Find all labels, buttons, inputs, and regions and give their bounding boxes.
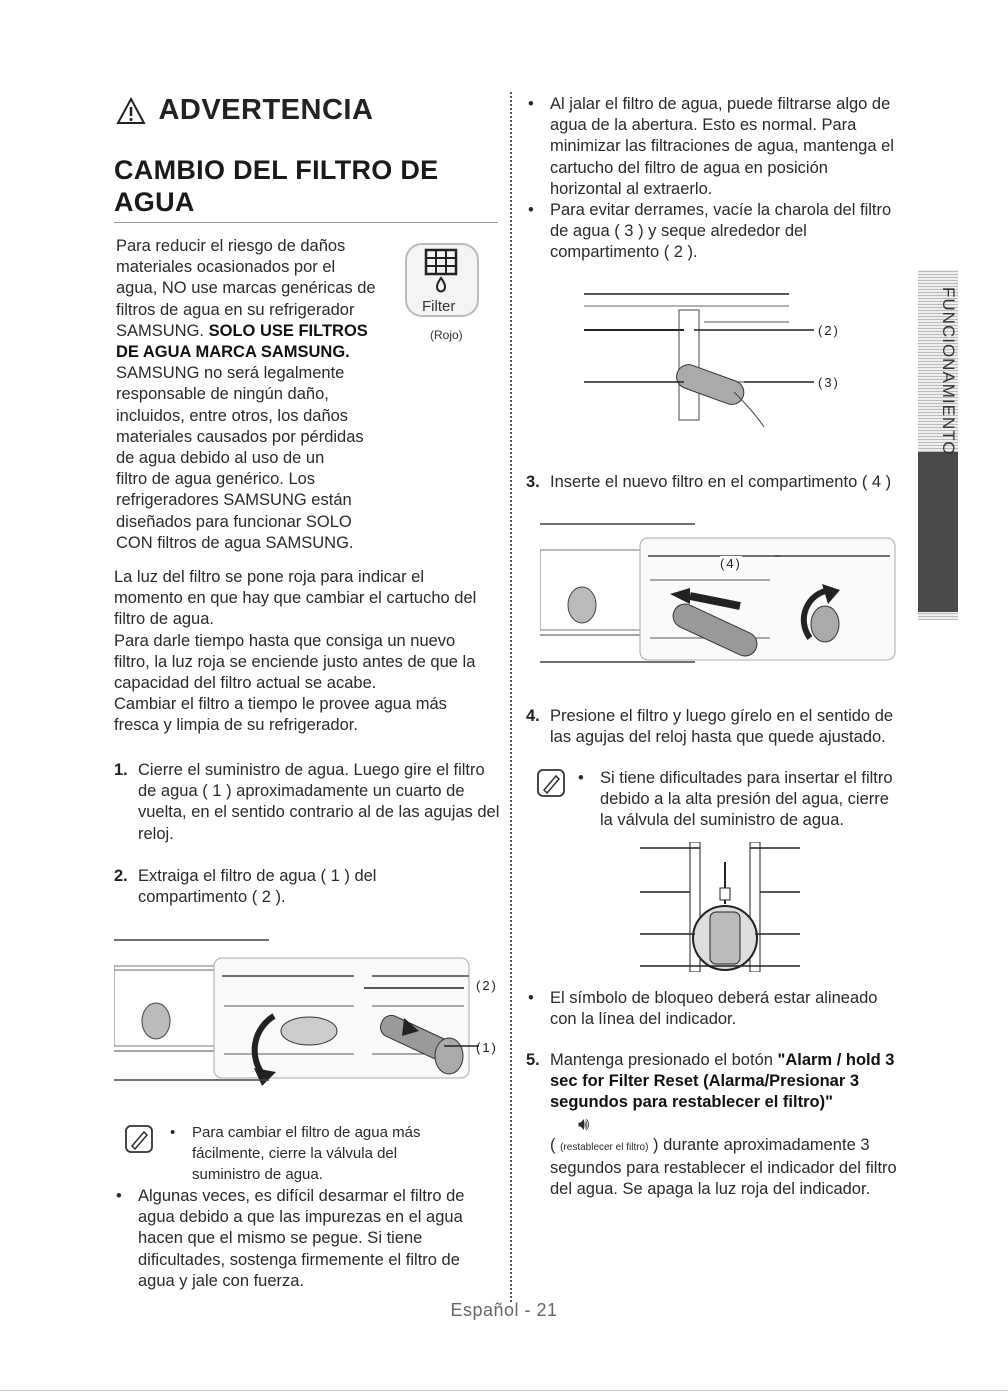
intro-line: SAMSUNG no será legalmente	[116, 364, 345, 383]
step-text: Mantenga presionado el botón	[550, 1051, 778, 1069]
intro-line: de agua debido al uso de un	[116, 449, 325, 468]
filter-caption: (Rojo)	[430, 328, 463, 342]
note-icon	[124, 1124, 154, 1154]
bullet-text: Al jalar el filtro de agua, puede filtrarse algo de agua de la abertura. Esto es normal. Para minimizar las filtraciones de agua, mantenga el cartucho del filtro de agua en posición horizontal al extraerlo.	[550, 95, 894, 198]
light-line: filtro, la luz roja se enciende justo antes de que la	[114, 652, 476, 671]
alarm-icon: 🔊︎	[578, 1113, 590, 1134]
light-line: Para darle tiempo hasta que consiga un nuevo	[114, 631, 456, 650]
step-3	[526, 472, 906, 493]
warning-triangle-icon	[116, 97, 146, 125]
step-4	[526, 706, 906, 748]
intro-line: agua, NO use marcas genéricas de	[116, 279, 376, 298]
bullet-spill	[528, 200, 898, 264]
bullet-dot: •	[170, 1124, 176, 1141]
intro-line: diseñados para funcionar SOLO	[116, 512, 352, 531]
section-title: CAMBIO DEL FILTRO DE AGUA	[114, 155, 439, 217]
step-1	[114, 760, 504, 845]
bullet-stuck-filter	[116, 1186, 486, 1292]
warning-heading	[116, 94, 373, 127]
step-number: 1.	[114, 761, 128, 779]
filter-label: Filter	[422, 298, 456, 315]
side-tab-label: FUNCIONAMIENTO	[939, 286, 958, 456]
callout-2-lower: (2)	[476, 978, 498, 993]
intro-line: materiales causados por pérdidas	[116, 427, 364, 446]
tray-illustration	[584, 282, 844, 432]
filter-indicator	[402, 240, 482, 342]
light-line: Cambiar el filtro a tiempo le provee agua más	[114, 695, 447, 714]
step-number: 4.	[526, 707, 540, 725]
light-line: momento en que hay que cambiar el cartucho del	[114, 589, 477, 608]
light-paragraph	[114, 567, 504, 737]
title-divider	[114, 222, 498, 223]
light-line: La luz del filtro se pone roja para indicar el	[114, 568, 425, 586]
bullet-lock-symbol	[528, 988, 908, 1030]
intro-line: CON filtros de agua SAMSUNG.	[116, 533, 354, 552]
step-text: ) durante aproximadamente 3 segundos para restablecer el indicador del filtro del agua. Se apaga la luz roja del indicador.	[550, 1135, 897, 1199]
note-bullet	[170, 1122, 440, 1185]
callout-4: (4)	[720, 556, 742, 571]
intro-line: incluidos, entre otros, los daños	[116, 406, 349, 425]
intro-bold-line: DE AGUA MARCA SAMSUNG.	[116, 343, 350, 362]
step-number: 2.	[114, 867, 128, 885]
callout-1: (1)	[476, 1040, 498, 1055]
light-line: fresca y limpia de su refrigerador.	[114, 716, 358, 735]
bullet-dot: •	[528, 201, 534, 219]
light-line: capacidad del filtro actual se acabe.	[114, 674, 377, 693]
step-bold-text: "Alarm / hold 3 sec for Filter Reset (Alarma/Presionar 3 segundos para restablecer el filtro)"	[550, 1051, 895, 1112]
light-line: filtro de agua.	[114, 610, 214, 629]
bottom-rule	[0, 1390, 1008, 1391]
intro-line: materiales ocasionados por el	[116, 258, 336, 277]
note-text: Para cambiar el filtro de agua más fácilmente, cierre la válvula del suministro de agua.	[192, 1124, 421, 1183]
bullet-dot: •	[528, 95, 534, 113]
note-icon	[536, 768, 566, 798]
bullet-text: Algunas veces, es difícil desarmar el filtro de agua debido a que las impurezas en el agua hacen que el mismo se pegue. Si tiene dificultades, sostenga firmemente el filtro de agua y jale con fuerza.	[138, 1187, 465, 1290]
bullet-text: El símbolo de bloqueo deberá estar alineado con la línea del indicador.	[550, 989, 878, 1029]
note-text: Si tiene dificultades para insertar el filtro debido a la alta presión del agua, cierre la válvula del suministro de agua.	[600, 769, 893, 830]
note-bullet-pressure	[578, 768, 898, 832]
step-number: 3.	[526, 473, 540, 491]
callout-2-upper: (2)	[818, 323, 840, 338]
intro-line: Para reducir el riesgo de daños	[116, 237, 346, 255]
step-5: 5. Mantenga presionado el botón "Alarm / hold 3 sec for Filter Reset (Alarma/Presionar 3 segundos para restablecer el filtro)" 🔊︎ ( (restablecer el filtro) ) durante aproximadamente 3 segundos para restablecer el indicador del filtro del agua. Se apaga la luz roja del indicador.	[526, 1050, 906, 1200]
small-caption: (restablecer el filtro)	[560, 1141, 649, 1153]
bullet-text: Para evitar derrames, vacíe la charola del filtro de agua ( 3 ) y seque alrededor del compartimento ( 2 ).	[550, 201, 892, 262]
step-2	[114, 866, 414, 908]
lock-alignment-illustration	[640, 842, 800, 972]
insert-filter-illustration	[540, 520, 910, 670]
intro-line: filtro de agua genérico. Los	[116, 470, 316, 489]
step-number: 5.	[526, 1051, 540, 1069]
bullet-dot: •	[528, 989, 534, 1007]
column-divider	[510, 92, 512, 1302]
warning-title: ADVERTENCIA	[158, 94, 374, 126]
step-text: Presione el filtro y luego gírelo en el sentido de las agujas del reloj hasta que quede ajustado.	[550, 707, 894, 747]
page-number: Español - 21	[450, 1300, 558, 1320]
callout-3: (3)	[818, 375, 840, 390]
bullet-dot: •	[578, 769, 584, 787]
bullet-dot: •	[116, 1187, 122, 1205]
intro-line: refrigeradores SAMSUNG están	[116, 491, 352, 510]
intro-line: responsable de ningún daño,	[116, 385, 329, 404]
step-text: Extraiga el filtro de agua ( 1 ) del compartimento ( 2 ).	[138, 867, 377, 907]
side-tab-marker	[918, 452, 958, 612]
intro-line: filtros de agua en su refrigerador	[116, 300, 355, 319]
bullet-leak	[528, 94, 898, 200]
remove-filter-illustration	[114, 936, 504, 1086]
step-text: Cierre el suministro de agua. Luego gire el filtro de agua ( 1 ) aproximadamente un cuarto de vuelta, en el sentido contrario al de las agujas del reloj.	[138, 761, 500, 843]
intro-samsung-line: SAMSUNG. SOLO USE FILTROS	[116, 321, 368, 340]
intro-paragraph	[116, 236, 416, 554]
step-text: Inserte el nuevo filtro en el compartimento ( 4 )	[550, 473, 892, 491]
